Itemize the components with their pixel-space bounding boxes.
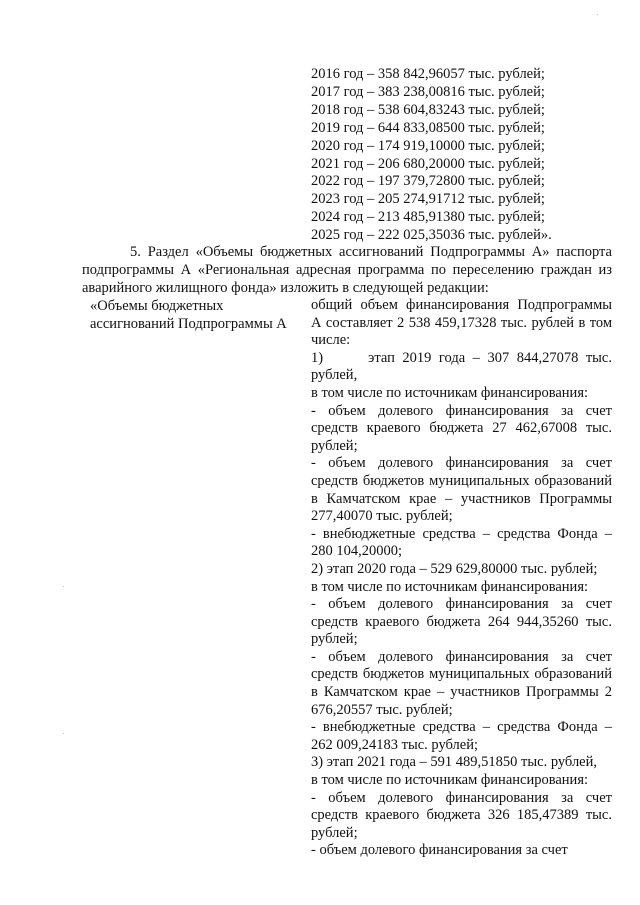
year-line: 2025 год – 222 025,35036 тыс. рублей». xyxy=(311,227,552,244)
sources-heading: в том числе по источникам финансирования: xyxy=(311,772,589,789)
regional-budget-2019: - объем долевого финансирования за счет средств краевого бюджета 27 462,67008 тыс. рублей; xyxy=(311,402,612,454)
regional-budget-2020: - объем долевого финансирования за счет средств краевого бюджета 264 944,35260 тыс. рублей; xyxy=(311,596,612,648)
year-line: 2016 год – 358 842,96057 тыс. рублей; xyxy=(311,66,545,82)
stage-2021-text: 3) этап 2021 года – 591 489,51850 тыс. рублей, xyxy=(311,754,598,771)
year-line: 2017 год – 383 238,00816 тыс. рублей; xyxy=(311,83,545,100)
regional-budget-2021: - объем долевого финансирования за счет средств краевого бюджета 326 185,47389 тыс. рублей; xyxy=(311,789,612,841)
municipal-budget-2019: - объем долевого финансирования за счет средств бюджетов муниципальных образований в Камчатском крае – участников Программы 277,40070 тыс. рублей; xyxy=(311,455,612,525)
table-right-cell xyxy=(311,297,616,860)
sources-heading: в том числе по источникам финансирования: xyxy=(311,578,589,595)
scan-speck xyxy=(597,14,598,15)
scan-speck xyxy=(63,733,64,734)
municipal-budget-2020: - объем долевого финансирования за счет средств бюджетов муниципальных образований в Камчатском крае – участников Программы 2 676,20557 тыс. рублей; xyxy=(311,648,612,718)
year-line: 2024 год – 213 485,91380 тыс. рублей; xyxy=(311,209,545,226)
stage-2019-text: 1) этап 2019 года – 307 844,27078 тыс. рублей, xyxy=(311,349,616,384)
total-funding-text: общий объем финансирования Подпрограммы А составляет 2 538 459,17328 тыс. рублей в том числе: xyxy=(311,297,612,349)
section-5-paragraph xyxy=(82,243,612,297)
year-line: 2023 год – 205 274,91712 тыс. рублей; xyxy=(311,191,545,208)
table-left-cell: «Объемы бюджетных ассигнований Подпрограммы А xyxy=(90,298,287,332)
year-line: 2018 год – 538 604,83243 тыс. рублей; xyxy=(311,101,545,118)
yearly-funding-list xyxy=(311,66,552,245)
year-line: 2022 год – 197 379,72800 тыс. рублей; xyxy=(311,173,545,190)
year-line: 2021 год – 206 680,20000 тыс. рублей; xyxy=(311,155,545,172)
section-5-text: 5. Раздел «Объемы бюджетных ассигнований Подпрограммы А» паспорта подпрограммы А «Региональная адресная программа по переселению граждан из аварийного жилищного фонда» изложить в следующей редакции: xyxy=(82,244,612,296)
year-line: 2019 год – 644 833,08500 тыс. рублей; xyxy=(311,119,545,136)
scan-speck xyxy=(63,586,64,587)
sources-heading: в том числе по источникам финансирования: xyxy=(311,384,589,401)
fund-2019: - внебюджетные средства – средства Фонда – 280 104,20000; xyxy=(311,525,612,560)
municipal-budget-2021: - объем долевого финансирования за счет xyxy=(311,842,568,859)
year-line: 2020 год – 174 919,10000 тыс. рублей; xyxy=(311,137,545,154)
stage-2020-text: 2) этап 2020 года – 529 629,80000 тыс. рублей; xyxy=(311,560,598,577)
fund-2020: - внебюджетные средства – средства Фонда – 262 009,24183 тыс. рублей; xyxy=(311,719,612,753)
